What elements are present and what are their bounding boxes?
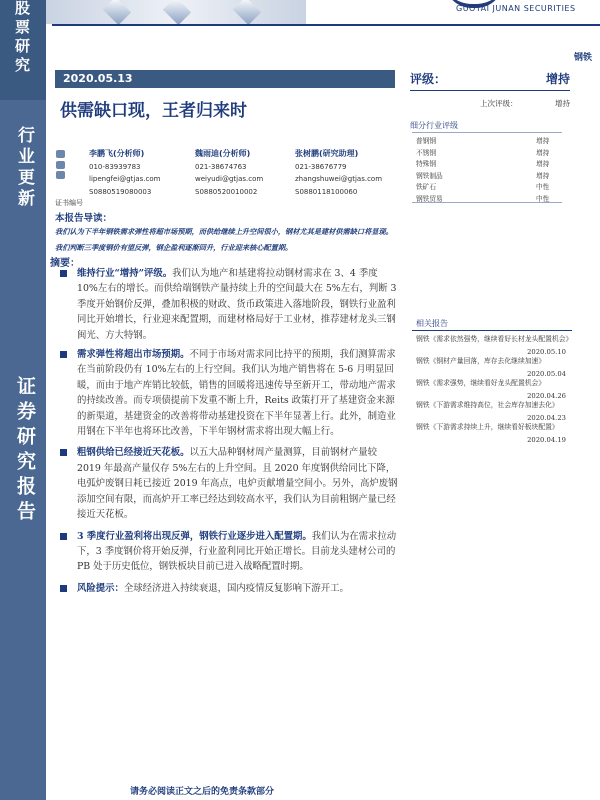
- related-reports-title: 相关报告: [416, 319, 448, 328]
- analyst-email[interactable]: lipengfei@gtjas.com: [89, 175, 161, 183]
- summary-item: [60, 581, 398, 596]
- industry-tag: 钢铁: [573, 53, 592, 63]
- diamond-icon: [163, 0, 191, 25]
- sub-industry-name: 钢铁制品: [416, 171, 443, 180]
- sub-industry-table: [412, 132, 562, 203]
- related-report-title[interactable]: 钢铁《需求依然强势，继续看好长材龙头配置机会》: [416, 335, 573, 343]
- summary-item-lead: 风险提示：: [77, 582, 124, 594]
- table-row: [412, 191, 562, 203]
- analyst-cert: S0880519080003: [89, 187, 152, 196]
- related-report-title[interactable]: 钢铁《钢材产量回落，库存去化继续加速》: [416, 357, 546, 365]
- summary-item-text: 不同于市场对需求同比持平的预期，我们测算需求在当前阶段仍有 10%左右的上行空间。我们认为地产销售将在 5-6 月明显回暖，而由于地产库销比较低，销售的回暖将迅速传导至新开工，带动地产需求的持续改善。而专项债提前下发重不断上升，Reits 政策打开了基建资金来源的新渠道，基建资金的改善将带动基建投资在下半年显著上行。此外，制造业用钢在下半年也将环比改善，下半年钢材需求将出现大幅上行。: [77, 349, 396, 438]
- cert-label: 证书编号: [55, 199, 83, 207]
- related-report-title[interactable]: 钢铁《下游需求持续上升，继续看好板块配置》: [416, 423, 559, 431]
- sub-industry-rating: 增持: [536, 160, 550, 168]
- related-reports-divider: [412, 330, 572, 331]
- table-row: [412, 133, 562, 145]
- analyst-phone: 010-83939783: [89, 162, 141, 171]
- related-report-date: 2020.04.23: [527, 414, 566, 422]
- summary-item: [60, 529, 398, 575]
- rating-value: 增持: [545, 72, 570, 86]
- left-band-middle: [0, 100, 46, 340]
- sub-industry-rating: 中性: [536, 194, 550, 203]
- sub-industry-name: 普钢钢: [416, 137, 437, 145]
- analyst-email[interactable]: zhangshuwei@gtjas.com: [295, 175, 383, 183]
- report-category-label: 行业更新: [14, 126, 34, 210]
- report-title: 供需缺口现，王者归来时: [60, 101, 247, 121]
- summary-item: [60, 266, 398, 343]
- contact-icons: [55, 148, 67, 182]
- report-kind-label: 证券研究报告: [14, 376, 36, 526]
- sub-industry-name: 特殊钢: [416, 160, 437, 168]
- sub-industry-rating: 增持: [536, 148, 550, 157]
- person-icon: [56, 150, 65, 158]
- list-item[interactable]: [416, 378, 572, 400]
- left-band: [0, 0, 46, 800]
- related-report-date: 2020.05.04: [527, 370, 566, 378]
- analyst-card: [195, 148, 263, 198]
- sub-industry-name: 铁矿石: [416, 183, 437, 191]
- sub-industry-title: 细分行业评级: [410, 121, 458, 130]
- left-band-bottom: [0, 340, 46, 800]
- sub-industry-rating: 增持: [536, 171, 550, 180]
- sub-industry-name: 钢铁贸易: [416, 194, 443, 203]
- summary-item-lead: 维持行业“增持”评级。: [77, 268, 173, 279]
- analyst-phone: 021-38676779: [295, 162, 347, 171]
- diamond-icon: [233, 0, 261, 25]
- summary-item: [60, 347, 398, 439]
- related-report-title[interactable]: 钢铁《下游需求维持高位，社会库存加速去化》: [416, 401, 559, 409]
- summary-list: [60, 266, 398, 596]
- email-icon: [56, 171, 65, 179]
- guide-title: 本报告导读：: [55, 213, 113, 224]
- analyst-card: [295, 148, 382, 198]
- summary-title: 摘要：: [50, 258, 80, 269]
- related-report-date: 2020.05.10: [527, 348, 566, 356]
- table-row: [412, 168, 562, 180]
- summary-item-text: 我们认为地产和基建将拉动钢材需求在 3、4 季度 10%左右的增长。而供给端钢铁产量持续上升的空间最大在 5%左右，判断 3 季度开始钢价反弹，叠加积极的财政、货币政策进入落地阶段，钢铁行业盈利同比开始增长，行业迎来配置期，而建材格局好于工业材，推荐建材龙头三钢闽光、方大特钢。: [77, 268, 397, 341]
- list-item[interactable]: [416, 356, 572, 378]
- summary-item-lead: 粗钢供给已经接近天花板。: [77, 447, 190, 459]
- table-row: [412, 145, 562, 157]
- rating-divider: [410, 90, 570, 91]
- diamond-icon: [103, 0, 131, 25]
- report-type-label: 股票研究: [13, 0, 31, 76]
- analyst-phone: 021-38674763: [195, 162, 247, 171]
- related-reports-list: [416, 334, 572, 444]
- sub-industry-rating: 增持: [536, 137, 550, 145]
- analyst-name: 魏雨迪(分析师): [195, 149, 251, 158]
- rating-label: 评级：: [410, 72, 447, 86]
- related-report-date: 2020.04.26: [527, 392, 566, 400]
- summary-item-text: 以五大品种钢材周产量测算，目前钢材产量较 2019 年最高产量仅存 5%左右的上升空间。且 2020 年度钢供给同比下降，电弧炉废钢日耗已接近 2019 年高点，电炉贡献增量空间小。另外，高炉废钢添加空间有限，而高炉开工率已经达到较高水平，我们认为目前粗钢产量已经接近天花板。: [77, 447, 398, 521]
- summary-item-lead: 3 季度行业盈利将出现反弹，钢铁行业逐步进入配置期。: [77, 530, 312, 542]
- list-item[interactable]: [416, 422, 572, 444]
- summary-item: [60, 445, 398, 522]
- previous-rating-value: 增持: [555, 99, 570, 108]
- phone-icon: [56, 161, 65, 169]
- header-divider: [52, 24, 600, 26]
- analyst-card: [89, 148, 160, 198]
- company-logo-text: GUOTAI JUNAN SECURITIES: [456, 4, 576, 13]
- analyst-cert: S0880118100060: [295, 187, 358, 196]
- sub-industry-rating: 中性: [536, 183, 550, 191]
- table-row: [412, 179, 562, 191]
- analyst-email[interactable]: weiyudi@gtjas.com: [195, 175, 264, 183]
- guide-body: 我们认为下半年钢铁需求弹性将超市场预期，而供给继续上升空间很小，钢材尤其是建材供需缺口将显现。我们判断三季度钢价有望反弹，钢企盈利逐渐回升，行业迎来核心配置期。: [55, 227, 393, 252]
- summary-item-text: 我们认为在需求拉动下，3 季度钢价将开始反弹，行业盈利同比开始正增长。目前龙头建材公司的 PB 处于历史低位，钢铁板块目前已进入战略配置时期。: [77, 530, 397, 573]
- previous-rating-label: 上次评级：: [480, 99, 518, 108]
- related-report-date: 2020.04.19: [527, 436, 566, 444]
- list-item[interactable]: [416, 400, 572, 422]
- analyst-cert: S0880520010002: [195, 187, 258, 196]
- date-bar: [55, 70, 395, 88]
- list-item[interactable]: [416, 334, 572, 356]
- summary-item-lead: 需求弹性将超出市场预期。: [77, 349, 190, 361]
- header-banner: [46, 0, 306, 24]
- sub-industry-name: 不锈钢: [416, 148, 437, 157]
- related-report-title[interactable]: 钢铁《需求强势，继续看好龙头配置机会》: [416, 379, 546, 387]
- page-header: [46, 0, 600, 48]
- report-date: 2020.05.13: [63, 72, 133, 85]
- table-row: [412, 156, 562, 168]
- left-band-top: [0, 0, 46, 100]
- footer-disclaimer: 请务必阅读正文之后的免责条款部分: [130, 787, 275, 797]
- summary-item-text: 全球经济进入持续衰退，国内疫情反复影响下游开工。: [123, 582, 349, 594]
- analyst-name: 李鹏飞(分析师): [89, 149, 145, 158]
- analyst-name: 张树鹏(研究助理): [295, 149, 359, 158]
